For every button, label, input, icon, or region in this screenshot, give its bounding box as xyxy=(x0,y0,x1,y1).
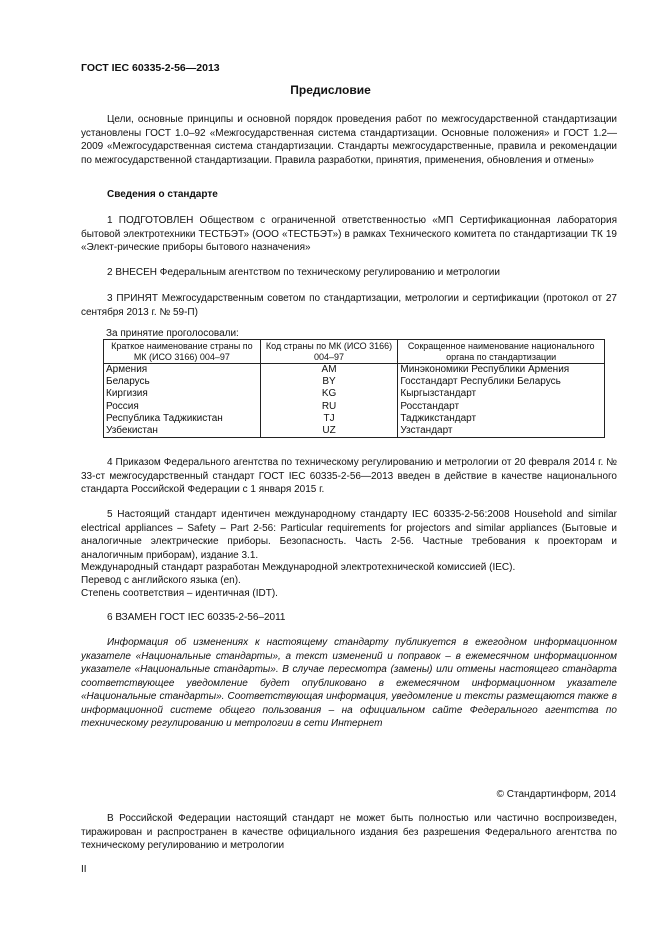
item-5-identical: 5 Настоящий стандарт идентичен международному стандарту IEC 60335-2-56:2008 Household and similar electrical appliances – Safety – Part 2-56: Particular requirements for projectors and similar appliances (Бытовые и аналогичные электрические приборы. Безопасность. Часть 2-56. Частные требования к проекторам и аналогичным приборам), издание 3.1. xyxy=(81,509,617,561)
page-number: II xyxy=(81,864,87,875)
item-6-replaces: 6 ВЗАМЕН ГОСТ IEC 60335-2-56–2011 xyxy=(107,612,286,623)
table-row xyxy=(104,376,605,388)
document-code: ГОСТ IEC 60335-2-56—2013 xyxy=(81,62,220,74)
national-body: Узстандарт xyxy=(398,425,605,438)
table-row xyxy=(104,388,605,400)
page-title: Предисловие xyxy=(290,83,371,97)
vote-table-header-row xyxy=(104,340,605,364)
header-country-code: Код страны по МК (ИСО 3166) 004–97 xyxy=(260,340,398,364)
info-heading: Сведения о стандарте xyxy=(107,189,218,200)
country-name: Россия xyxy=(104,401,261,413)
country-code: AM xyxy=(260,364,398,377)
item-5-degree: Степень соответствия – идентичная (IDT). xyxy=(81,588,278,599)
intro-paragraph: Цели, основные принципы и основной порядок проведения работ по межгосударственной стандартизации установлены ГОСТ 1.0–92 «Межгосударственная система стандартизации. Основные положения» и ГОСТ 1.2—2009 «Межгосударственная система стандартизации. Стандарты межгосударственные, правила и рекомендации по межгосударственной стандартизации. Правила разработки, принятия, применения, обновления и отмены» xyxy=(81,114,617,166)
table-row xyxy=(104,425,605,438)
header-national-body: Сокращенное наименование национального органа по стандартизации xyxy=(398,340,605,364)
item-5-developer: Международный стандарт разработан Международной электротехнической комиссией (IEC). xyxy=(81,562,516,573)
item-4-order: 4 Приказом Федерального агентства по техническому регулированию и метрологии от 20 февраля 2014 г. № 33-ст межгосударственный стандарт ГОСТ IEC 60335-2-56—2013 введен в действие в качестве национального стандарта Российской Федерации с 1 января 2015 г. xyxy=(81,457,617,495)
reproduction-notice: В Российской Федерации настоящий стандарт не может быть полностью или частично воспроизведен, тиражирован и распространен в качестве официального издания без разрешения Федерального агентства по техническому регулированию и метрологии xyxy=(81,813,617,851)
country-name: Киргизия xyxy=(104,388,261,400)
table-row xyxy=(104,401,605,413)
country-name: Республика Таджикистан xyxy=(104,413,261,425)
national-body: Минэкономики Республики Армения xyxy=(398,364,605,377)
national-body: Таджикстандарт xyxy=(398,413,605,425)
header-country-name: Краткое наименование страны по МК (ИСО 3166) 004–97 xyxy=(104,340,261,364)
table-row xyxy=(104,413,605,425)
country-code: TJ xyxy=(260,413,398,425)
country-name: Беларусь xyxy=(104,376,261,388)
country-name: Армения xyxy=(104,364,261,377)
country-code: BY xyxy=(260,376,398,388)
national-body: Росстандарт xyxy=(398,401,605,413)
table-row xyxy=(104,364,605,377)
country-code: KG xyxy=(260,388,398,400)
item-2-introduced: 2 ВНЕСЕН Федеральным агентством по техническому регулированию и метрологии xyxy=(107,267,500,278)
amendments-notice: Информация об изменениях к настоящему стандарту публикуется в ежегодном информационном указателе «Национальные стандарты», а текст изменений и поправок – в ежемесячном информационном указателе «Национальные стандарты». В случае пересмотра (замены) или отмены настоящего стандарта соответствующее уведомление будет опубликовано в ежемесячном информационном указателе «Национальные стандарты». Соответствующая информация, уведомление и тексты размещаются также в информационной системе общего пользования – на официальном сайте Федерального агентства по техническому регулированию и метрологии в сети Интернет xyxy=(81,637,617,729)
copyright-line: © Стандартинформ, 2014 xyxy=(496,789,616,800)
vote-table xyxy=(103,339,605,438)
country-code: RU xyxy=(260,401,398,413)
national-body: Кыргызстандарт xyxy=(398,388,605,400)
item-5-translation: Перевод с английского языка (en). xyxy=(81,575,241,586)
country-name: Узбекистан xyxy=(104,425,261,438)
country-code: UZ xyxy=(260,425,398,438)
item-3-adopted: 3 ПРИНЯТ Межгосударственным советом по стандартизации, метрологии и сертификации (протокол от 27 сентября 2013 г. № 59-П) xyxy=(81,293,617,318)
national-body: Госстандарт Республики Беларусь xyxy=(398,376,605,388)
vote-table-caption: За принятие проголосовали: xyxy=(106,328,239,339)
item-1-prepared: 1 ПОДГОТОВЛЕН Обществом с ограниченной ответственностью «МП Сертификационная лаборатория бытовой электротехники ТЕСТБЭТ» (ООО «ТЕСТБЭТ») в рамках Технического комитета по стандартизации ТК 19 «Элект-рические приборы бытового назначения» xyxy=(81,215,617,253)
